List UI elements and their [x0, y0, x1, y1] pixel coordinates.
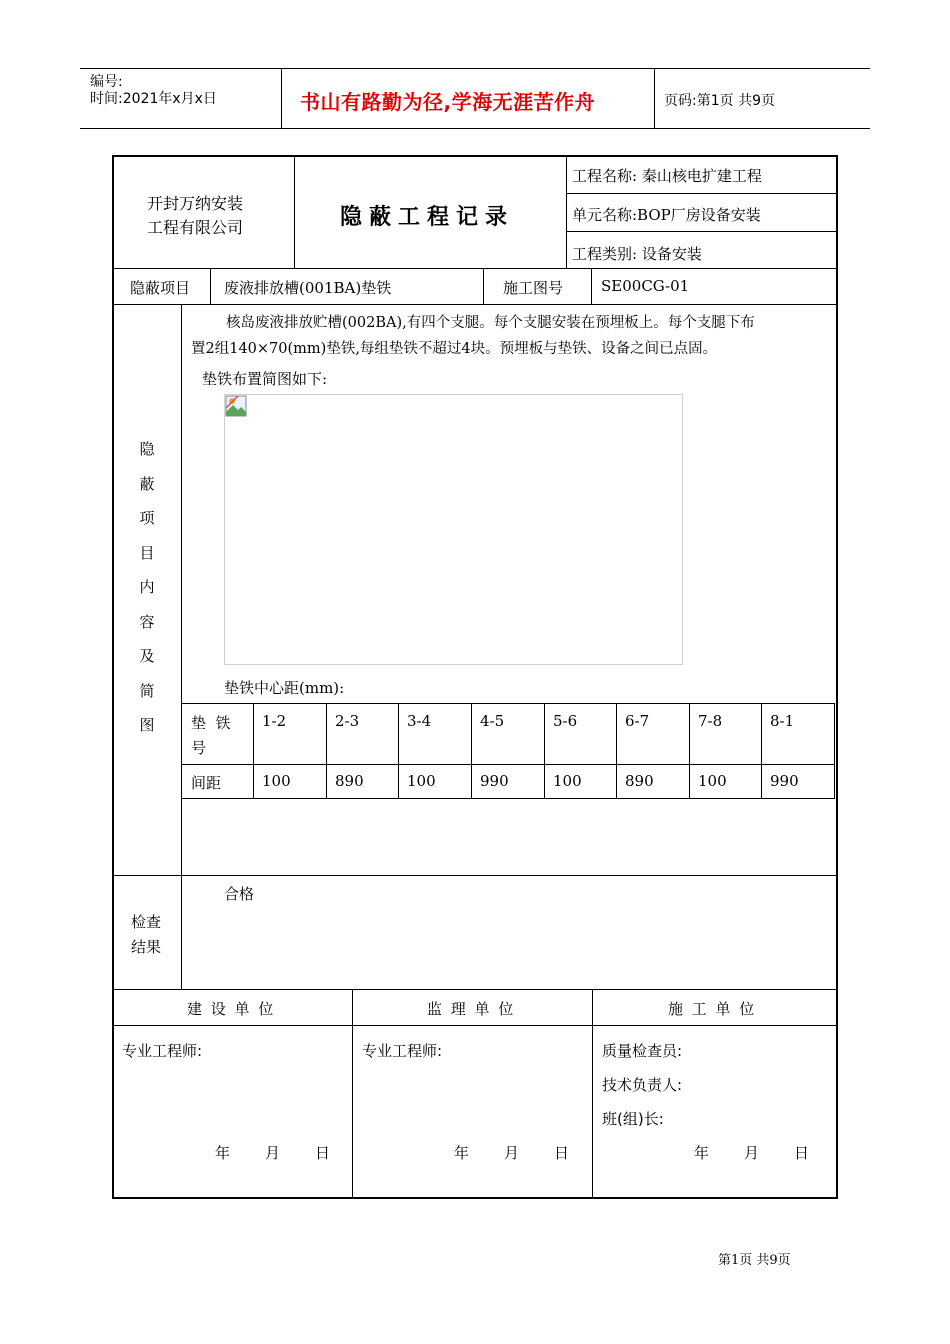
rule-below-result: [113, 989, 837, 990]
content-label-char-4: 目: [139, 544, 155, 562]
pad-distance-6: 890: [625, 772, 654, 790]
drawing-value: SE00CG-01: [601, 277, 690, 295]
table-top: [182, 703, 835, 704]
company-name-line1: 开封万纳安装: [147, 194, 244, 213]
contractor-date-year: 年: [694, 1144, 710, 1162]
content-line-1: 核岛废液排放贮槽(002BA),有四个支腿。每个支腿安装在预埋板上。每个支腿下布: [226, 315, 755, 331]
footer-page-label: 第1页 共9页: [718, 1253, 791, 1268]
rule-drawing-left: [483, 268, 484, 304]
form-title: 隐蔽工程记录: [340, 205, 515, 230]
header-divider-right: [654, 68, 655, 129]
table-bottom: [182, 798, 835, 799]
supervision-date-month: 月: [504, 1144, 520, 1162]
table-col-4: [544, 703, 545, 799]
team-leader-label: 班(组)长:: [602, 1110, 664, 1128]
layout-caption: 垫铁布置简图如下:: [202, 370, 328, 388]
table-col-6: [689, 703, 690, 799]
rule-info-2: [566, 231, 837, 232]
pad-distance-8: 990: [770, 772, 799, 790]
table-col-0: [253, 703, 254, 799]
content-label-char-1: 隐: [139, 440, 155, 458]
supervision-date-day: 日: [554, 1144, 570, 1162]
hidden-item-value: 废液排放槽(001BA)垫铁: [224, 279, 392, 297]
center-distance-caption: 垫铁中心距(mm):: [224, 679, 345, 697]
table-col-8: [834, 703, 835, 799]
table-col-2: [398, 703, 399, 799]
pad-distance-1: 100: [262, 772, 291, 790]
pad-layout-diagram: [224, 394, 683, 665]
construction-date-year: 年: [215, 1144, 231, 1162]
header-page-label: 页码:第1页 共9页: [664, 93, 775, 109]
header-top-rule: [80, 68, 870, 69]
rule-below-parties: [113, 1025, 837, 1026]
hidden-item-label: 隐蔽项目: [130, 279, 191, 297]
unit-name: 单元名称:BOP厂房设备安装: [572, 206, 761, 224]
content-label-char-8: 简: [139, 682, 155, 700]
header-code-label: 编号:: [90, 74, 123, 90]
content-label-char-5: 内: [139, 578, 155, 596]
construction-date-month: 月: [265, 1144, 281, 1162]
rule-below-content: [113, 875, 837, 876]
construction-engineer-label: 专业工程师:: [122, 1042, 203, 1060]
content-label-char-3: 项: [139, 509, 155, 527]
table-row1-label-b: 号: [191, 739, 207, 757]
project-name: 工程名称: 秦山核电扩建工程: [572, 167, 762, 185]
contractor-date-month: 月: [744, 1144, 760, 1162]
broken-image-icon: [225, 395, 247, 417]
table-col-5: [616, 703, 617, 799]
pad-pair-4: 4-5: [480, 712, 505, 730]
project-category: 工程类别: 设备安装: [572, 245, 702, 263]
rule-title-right: [566, 156, 567, 268]
party-supervision: 监 理 单 位: [427, 1000, 516, 1018]
content-line-2: 置2组140×70(mm)垫铁,每组垫铁不超过4块。预埋板与垫铁、设备之间已点固。: [191, 341, 718, 357]
pad-pair-5: 5-6: [553, 712, 578, 730]
header-divider-left: [281, 68, 282, 129]
rule-party-1: [352, 989, 353, 1198]
table-row1-label-a: 垫 铁: [191, 714, 231, 732]
pad-pair-6: 6-7: [625, 712, 650, 730]
content-label-char-2: 蔽: [139, 475, 155, 493]
rule-info-1: [566, 193, 837, 194]
drawing-label: 施工图号: [503, 279, 564, 297]
result-label-line1: 检查: [131, 913, 162, 931]
content-label-char-9: 图: [139, 716, 155, 734]
rule-title-left: [294, 156, 295, 268]
quality-inspector-label: 质量检查员:: [602, 1042, 683, 1060]
pad-pair-2: 2-3: [335, 712, 360, 730]
rule-content-label: [181, 304, 182, 989]
rule-drawing-right: [591, 268, 592, 304]
supervision-date-year: 年: [454, 1144, 470, 1162]
rule-below-title: [113, 268, 837, 269]
table-col-1: [326, 703, 327, 799]
party-construction: 建 设 单 位: [187, 1000, 276, 1018]
header-motto: 书山有路勤为径,学海无涯苦作舟: [300, 90, 596, 114]
pad-distance-4: 990: [480, 772, 509, 790]
company-name-line2: 工程有限公司: [147, 218, 244, 237]
pad-pair-7: 7-8: [698, 712, 723, 730]
party-contractor: 施 工 单 位: [668, 1000, 757, 1018]
pad-distance-3: 100: [407, 772, 436, 790]
pad-pair-1: 1-2: [262, 712, 287, 730]
supervision-engineer-label: 专业工程师:: [362, 1042, 443, 1060]
content-label-char-7: 及: [139, 647, 155, 665]
header-time-label: 时间:2021年x月x日: [90, 91, 217, 107]
table-col-7: [761, 703, 762, 799]
rule-party-2: [592, 989, 593, 1198]
rule-below-hidden-item: [113, 304, 837, 305]
result-label-line2: 结果: [131, 938, 162, 956]
pad-distance-2: 890: [335, 772, 364, 790]
table-row2-label: 间距: [191, 774, 222, 792]
pad-distance-7: 100: [698, 772, 727, 790]
construction-date-day: 日: [315, 1144, 331, 1162]
contractor-date-day: 日: [794, 1144, 810, 1162]
table-mid: [182, 764, 835, 765]
rule-hidden-label: [210, 268, 211, 304]
tech-lead-label: 技术负责人:: [602, 1076, 683, 1094]
pad-pair-3: 3-4: [407, 712, 432, 730]
pad-distance-5: 100: [553, 772, 582, 790]
header-bottom-rule: [80, 128, 870, 129]
content-label-char-6: 容: [139, 613, 155, 631]
result-value: 合格: [224, 885, 255, 903]
table-col-3: [471, 703, 472, 799]
pad-pair-8: 8-1: [770, 712, 795, 730]
